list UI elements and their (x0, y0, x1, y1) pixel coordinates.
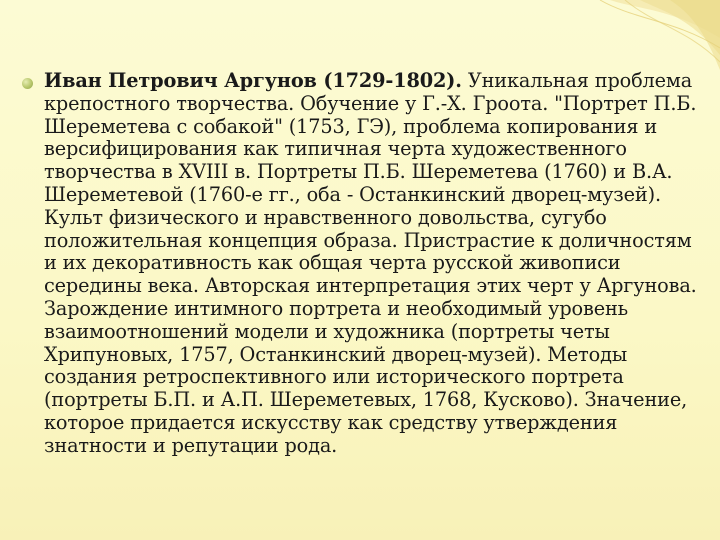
corner-decoration (570, 0, 720, 80)
bullet-lead: Иван Петрович Аргунов (1729-1802). (44, 69, 462, 92)
bullet-text (44, 70, 700, 458)
bullet-item (22, 70, 700, 458)
bullet-body: Уникальная проблема крепостного творчества. Обучение у Г.-Х. Гроота. "Портрет П.Б. Шереметева с собакой" (1753, ГЭ), проблема копирования и версифицирования как типичная черта художественного творчества в XVIII в. Портреты П.Б. Шереметева (1760) и В.А. Шереметевой (1760-е гг., оба - Останкинский дворец-музей). Культ физического и нравственного довольства, сугубо положительная концепция образа. Пристрастие к доличностям и их декоративность как общая черта русской живописи середины века. Авторская интерпретация этих черт у Аргунова. Зарождение интимного портрета и необходимый уровень взаимоотношений модели и художника (портреты четы Хрипуновых, 1757, Останкинский дворец-музей). Методы создания ретроспективного или исторического портрета (портреты Б.П. и А.П. Шереметевых, 1768, Кусково). Значение, которое придается искусству как средству утверждения знатности и репутации рода. (44, 69, 697, 457)
slide-content (22, 70, 700, 458)
bullet-icon (22, 70, 44, 89)
